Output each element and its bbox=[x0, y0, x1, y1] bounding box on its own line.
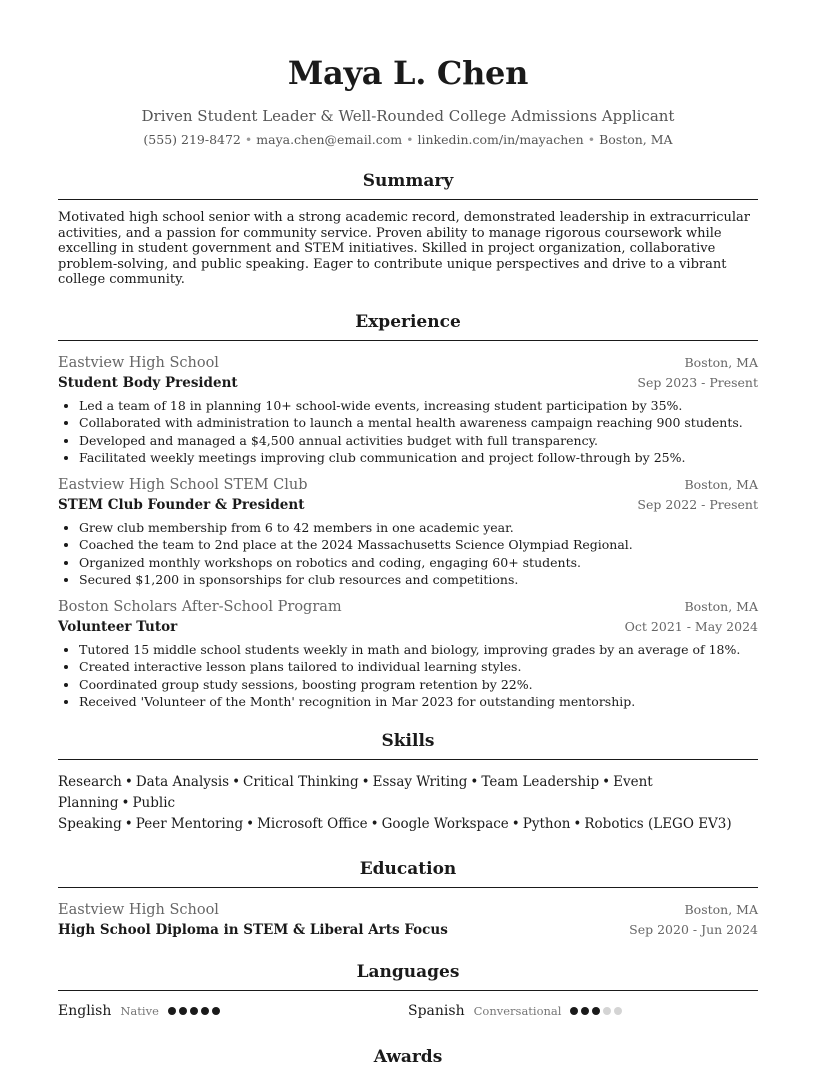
experience-dates: Sep 2023 - Present bbox=[637, 374, 758, 390]
contact-location: Boston, MA bbox=[599, 132, 673, 147]
language-item bbox=[58, 1003, 408, 1019]
section-divider bbox=[58, 990, 758, 991]
experience-bullet: • Received 'Volunteer of the Month' recognition in Mar 2023 for outstanding mentorship. bbox=[79, 693, 758, 711]
experience-bullets bbox=[58, 519, 758, 589]
education-degree: High School Diploma in STEM & Liberal Arts Focus bbox=[58, 921, 448, 938]
skill-item: Public bbox=[132, 794, 176, 811]
skill-item: Peer Mentoring bbox=[135, 815, 244, 832]
experience-bullet: • Collaborated with administration to launch a mental health awareness campaign reaching 900 students. bbox=[79, 414, 758, 432]
skill-item: Data Analysis bbox=[135, 773, 230, 790]
experience-org: Eastview High School bbox=[58, 354, 219, 371]
rating-dot-empty bbox=[614, 1007, 622, 1015]
skill-separator: • bbox=[511, 815, 520, 832]
language-item bbox=[408, 1003, 758, 1019]
experience-location: Boston, MA bbox=[684, 354, 758, 370]
experience-bullet: • Facilitated weekly meetings improving club communication and project follow-through by 25%. bbox=[79, 449, 758, 467]
languages-list bbox=[58, 1003, 758, 1019]
summary-title: Summary bbox=[362, 171, 454, 191]
skill-separator: • bbox=[573, 815, 582, 832]
contact-linkedin: linkedin.com/in/mayachen bbox=[417, 132, 584, 147]
language-name: English bbox=[58, 1002, 112, 1019]
rating-dot-empty bbox=[603, 1007, 611, 1015]
education-org: Eastview High School bbox=[58, 901, 219, 918]
skill-separator: • bbox=[246, 815, 255, 832]
experience-list bbox=[58, 353, 758, 711]
skill-separator: • bbox=[370, 815, 379, 832]
education-title: Education bbox=[359, 858, 457, 879]
experience-bullet: • Developed and managed a $4,500 annual activities budget with full transparency. bbox=[79, 432, 758, 450]
rating-dot-filled bbox=[570, 1007, 578, 1015]
skills-line-2 bbox=[58, 814, 758, 835]
section-divider bbox=[58, 759, 758, 760]
skill-item: Robotics (LEGO EV3) bbox=[584, 815, 732, 832]
rating-dot-filled bbox=[190, 1007, 198, 1015]
skill-item: Event Planning bbox=[58, 773, 653, 811]
skills-title: Skills bbox=[381, 730, 435, 751]
contact-separator: • bbox=[244, 132, 253, 147]
skill-item: Google Workspace bbox=[381, 815, 509, 832]
skill-separator: • bbox=[602, 773, 611, 790]
experience-location: Boston, MA bbox=[684, 476, 758, 492]
contact-phone: (555) 219-8472 bbox=[143, 132, 241, 147]
skill-item: Research bbox=[58, 773, 122, 790]
experience-bullet: • Coached the team to 2nd place at the 2024 Massachusetts Science Olympiad Regional. bbox=[79, 536, 758, 554]
rating-dot-filled bbox=[168, 1007, 176, 1015]
contact-email: maya.chen@email.com bbox=[256, 132, 403, 147]
experience-bullet: • Tutored 15 middle school students weekly in math and biology, improving grades by an average of 18%. bbox=[79, 641, 758, 659]
experience-entry bbox=[58, 475, 758, 589]
section-divider bbox=[58, 887, 758, 888]
skill-item: Team Leadership bbox=[481, 773, 600, 790]
section-divider bbox=[58, 199, 758, 200]
experience-bullet: • Grew club membership from 6 to 42 members in one academic year. bbox=[79, 519, 758, 537]
experience-org: Eastview High School STEM Club bbox=[58, 476, 308, 493]
skill-separator: • bbox=[121, 794, 130, 811]
skills-line-1 bbox=[58, 772, 758, 814]
rating-dot-filled bbox=[592, 1007, 600, 1015]
summary-text: Motivated high school senior with a strong academic record, demonstrated leadership in extracurricular activities, and a passion for community service. Proven ability to manage rigorous coursework while excelling in student government and STEM initiatives. Skilled in project organization, collaborative problem-solving, and public speaking. Eager to contribute unique perspectives and drive to a vibrant college community. bbox=[58, 210, 751, 287]
skill-separator: • bbox=[124, 815, 133, 832]
experience-bullet: • Led a team of 18 in planning 10+ school-wide events, increasing student participation by 35%. bbox=[79, 397, 758, 415]
experience-bullet: • Coordinated group study sessions, boosting program retention by 22%. bbox=[79, 676, 758, 694]
skill-item: Speaking bbox=[58, 815, 122, 832]
education-location: Boston, MA bbox=[684, 901, 758, 917]
languages-title: Languages bbox=[356, 961, 460, 982]
experience-dates: Oct 2021 - May 2024 bbox=[624, 618, 758, 634]
skill-separator: • bbox=[470, 773, 479, 790]
experience-org: Boston Scholars After-School Program bbox=[58, 598, 342, 615]
education-entry bbox=[58, 900, 758, 940]
candidate-headline: Driven Student Leader & Well-Rounded College Admissions Applicant bbox=[141, 107, 675, 125]
section-divider bbox=[58, 340, 758, 341]
language-level: Conversational bbox=[473, 1003, 562, 1018]
experience-role: Student Body President bbox=[58, 374, 238, 391]
skill-item: Essay Writing bbox=[372, 773, 468, 790]
education-dates: Sep 2020 - Jun 2024 bbox=[629, 921, 758, 937]
skill-item: Python bbox=[522, 815, 571, 832]
language-name: Spanish bbox=[408, 1002, 465, 1019]
skill-separator: • bbox=[361, 773, 370, 790]
experience-role: STEM Club Founder & President bbox=[58, 496, 305, 513]
experience-dates: Sep 2022 - Present bbox=[637, 496, 758, 512]
experience-bullets bbox=[58, 397, 758, 467]
experience-title: Experience bbox=[355, 311, 461, 332]
experience-role: Volunteer Tutor bbox=[58, 618, 178, 635]
skill-item: Critical Thinking bbox=[243, 773, 359, 790]
experience-bullet: • Created interactive lesson plans tailored to individual learning styles. bbox=[79, 658, 758, 676]
rating-dot-filled bbox=[179, 1007, 187, 1015]
resume-page bbox=[58, 0, 758, 1069]
skill-separator: • bbox=[124, 773, 133, 790]
rating-dot-filled bbox=[201, 1007, 209, 1015]
language-level: Native bbox=[120, 1003, 159, 1018]
experience-bullet: • Organized monthly workshops on robotics and coding, engaging 60+ students. bbox=[79, 554, 758, 572]
language-rating bbox=[570, 1007, 625, 1015]
contact-line bbox=[58, 131, 758, 149]
skill-item: Microsoft Office bbox=[257, 815, 368, 832]
contact-separator: • bbox=[406, 132, 414, 147]
candidate-name: Maya L. Chen bbox=[287, 54, 529, 92]
experience-entry bbox=[58, 597, 758, 711]
experience-bullet: • Secured $1,200 in sponsorships for club resources and competitions. bbox=[79, 571, 758, 589]
experience-entry bbox=[58, 353, 758, 467]
contact-separator: • bbox=[587, 132, 596, 147]
experience-bullets bbox=[58, 641, 758, 711]
awards-title: Awards bbox=[373, 1046, 443, 1067]
skill-separator: • bbox=[232, 773, 241, 790]
rating-dot-filled bbox=[581, 1007, 589, 1015]
rating-dot-filled bbox=[212, 1007, 220, 1015]
language-rating bbox=[168, 1007, 223, 1015]
experience-location: Boston, MA bbox=[684, 598, 758, 614]
